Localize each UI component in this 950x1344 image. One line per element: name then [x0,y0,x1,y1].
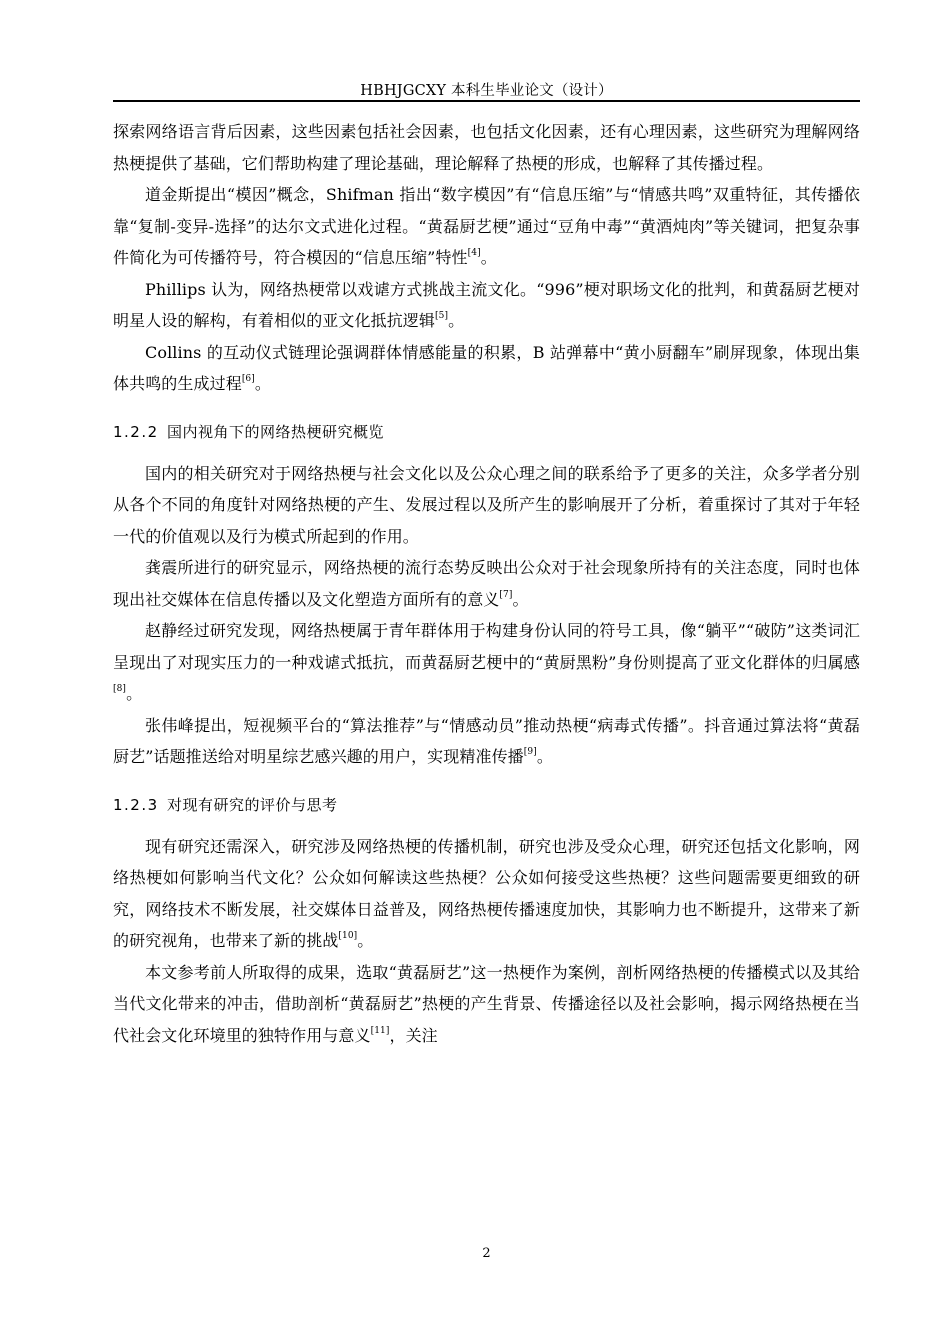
citation-ref: [9] [523,747,537,757]
paragraph-text: 龚震所进行的研究显示，网络热梗的流行态势反映出公众对于社会现象所持有的关注态度，同时也体现出社交媒体在信息传播以及文化塑造方面所有的意义 [113,558,860,609]
paragraph-end: 。 [536,747,553,766]
paragraph-continued [113,116,860,179]
paragraph-text: 赵静经过研究发现，网络热梗属于青年群体用于构建身份认同的符号工具，像“躺平”“破防”这类词汇呈现出了对现实压力的一种戏谑式抵抗，而黄磊厨艺梗中的“黄厨黑粉”身份则提高了亚文化群体的归属感 [113,621,860,672]
section-title: 国内视角下的网络热梗研究概览 [167,422,385,441]
citation-ref: [4] [467,248,481,258]
paragraph-text: 探索网络语言背后因素，这些因素包括社会因素，也包括文化因素，还有心理因素，这些研究为理解网络热梗提供了基础，它们帮助构建了理论基础，理论解释了热梗的形成，也解释了其传播过程。 [113,122,860,173]
citation-ref: [10] [338,931,358,941]
section-heading-1-2-2 [113,420,860,444]
paragraph-collins [113,337,860,400]
paragraph-zhang-weifeng [113,710,860,773]
section-number: 1.2.3 [113,795,159,814]
paragraph-text: Phillips 认为，网络热梗常以戏谑方式挑战主流文化。“996”梗对职场文化的批判，和黄磊厨艺梗对明星人设的解构，有着相似的亚文化抵抗逻辑 [113,279,860,330]
section-number: 1.2.2 [113,422,159,441]
citation-ref: [8] [113,684,127,694]
page-number: 2 [482,1246,491,1261]
paragraph-text: Collins 的互动仪式链理论强调群体情感能量的积累，B 站弹幕中“黄小厨翻车”刷屏现象，体现出集体共鸣的生成过程 [113,342,860,393]
paragraph-text: 现有研究还需深入，研究涉及网络热梗的传播机制，研究也涉及受众心理，研究还包括文化影响，网络热梗如何影响当代文化？公众如何解读这些热梗？公众如何接受这些热梗？这些问题需要更细致的研究，网络技术不断发展，社交媒体日益普及，网络热梗传播速度加快，其影响力也不断提升，这带来了新的研究视角，也带来了新的挑战 [113,836,860,950]
citation-ref: [6] [241,374,255,384]
citation-ref: [5] [435,311,449,321]
paragraph-end: 。 [448,311,465,330]
page-body [113,116,860,1051]
citation-ref: [7] [499,589,513,600]
paragraph-text: 本文参考前人所取得的成果，选取“黄磊厨艺”这一热梗作为案例，剖析网络热梗的传播模式以及其给当代文化带来的冲击，借助剖析“黄磊厨艺”热梗的产生背景、传播途径以及社会影响，揭示网络热梗在当代社会文化环境里的独特作用与意义 [113,962,860,1045]
running-header: HBHJGCXY 本科生毕业论文（设计） [360,83,613,99]
header-divider [113,100,860,102]
paragraph-text: 道金斯提出“模因”概念，Shifman 指出“数字模因”有“信息压缩”与“情感共鸣”双重特征，其传播依靠“复制-变异-选择”的达尔文式进化过程。“黄磊厨艺梗”通过“豆角中毒”“黄酒炖肉”等关键词，把复杂事件简化为可传播符号，符合模因的“信息压缩”特性 [113,185,860,267]
section-title: 对现有研究的评价与思考 [167,795,338,814]
paragraph-end: 。 [480,248,497,267]
paragraph-end: 。 [126,684,143,703]
paragraph-phillips [113,274,860,337]
paragraph-domestic-overview [113,458,860,553]
section-heading-1-2-3 [113,793,860,817]
paragraph-end: 。 [254,374,271,393]
paragraph-text: 国内的相关研究对于网络热梗与社会文化以及公众心理之间的联系给予了更多的关注，众多学者分别从各个不同的角度针对网络热梗的产生、发展过程以及所产生的影响展开了分析，着重探讨了其对于年轻一代的价值观以及行为模式所起到的作用。 [113,463,860,546]
paragraph-zhao-jing [113,615,860,710]
paragraph-this-paper [113,957,860,1052]
paragraph-research-evaluation [113,831,860,957]
paragraph-memes-dawkins [113,179,860,274]
paragraph-gong-zhen [113,552,860,615]
paragraph-end: ，关注 [389,1025,438,1045]
paragraph-end: 。 [512,589,529,609]
citation-ref: [11] [370,1025,390,1036]
paragraph-end: 。 [357,931,374,950]
paragraph-text: 张伟峰提出，短视频平台的“算法推荐”与“情感动员”推动热梗“病毒式传播”。抖音通过算法将“黄磊厨艺”话题推送给对明星综艺感兴趣的用户，实现精准传播 [113,715,860,766]
